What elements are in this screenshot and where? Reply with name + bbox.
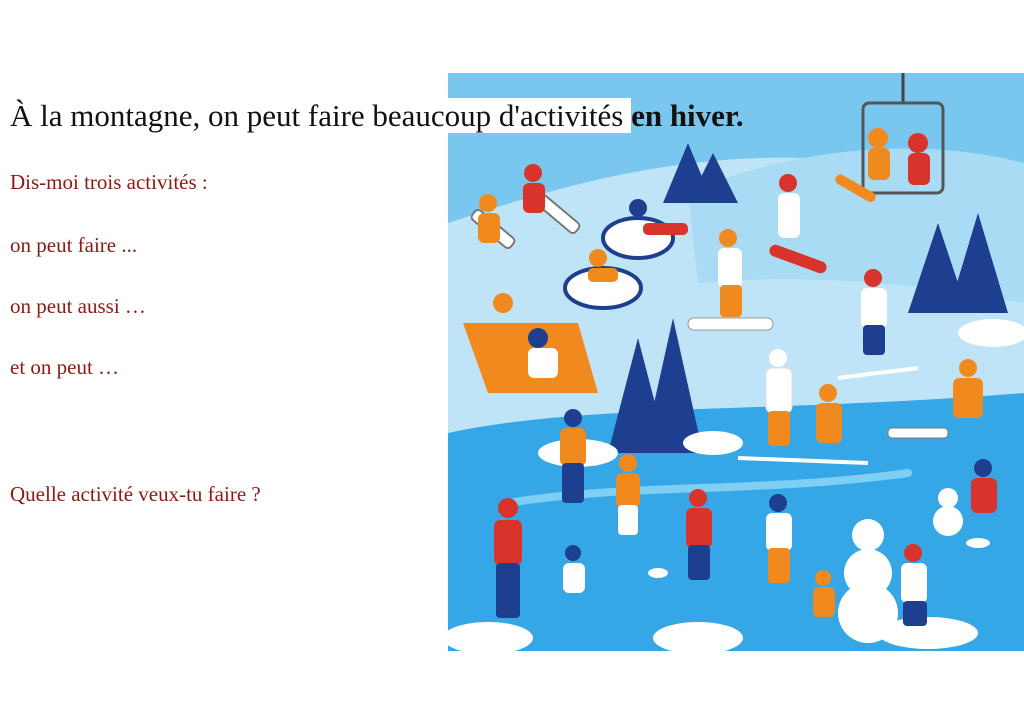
title-main: À la montagne, on peut faire beaucoup d'activités — [10, 98, 632, 133]
prompt-line-3: et on peut … — [10, 355, 120, 379]
lift-rider-1-body — [868, 148, 890, 180]
title-emphasis: en hiver. — [631, 98, 744, 133]
prompt-question: Quelle activité veux-tu faire ? — [10, 482, 261, 506]
prompt-intro: Dis-moi trois activités : — [10, 170, 208, 194]
page-title — [10, 98, 744, 134]
lift-rider-1 — [868, 128, 888, 148]
prompt-line-2: on peut aussi … — [10, 294, 146, 318]
lift-rider-2 — [908, 133, 928, 153]
lift-rider-2-body — [908, 153, 930, 185]
winter-activities-illustration — [448, 73, 1024, 651]
prompt-line-1: on peut faire ... — [10, 233, 138, 257]
